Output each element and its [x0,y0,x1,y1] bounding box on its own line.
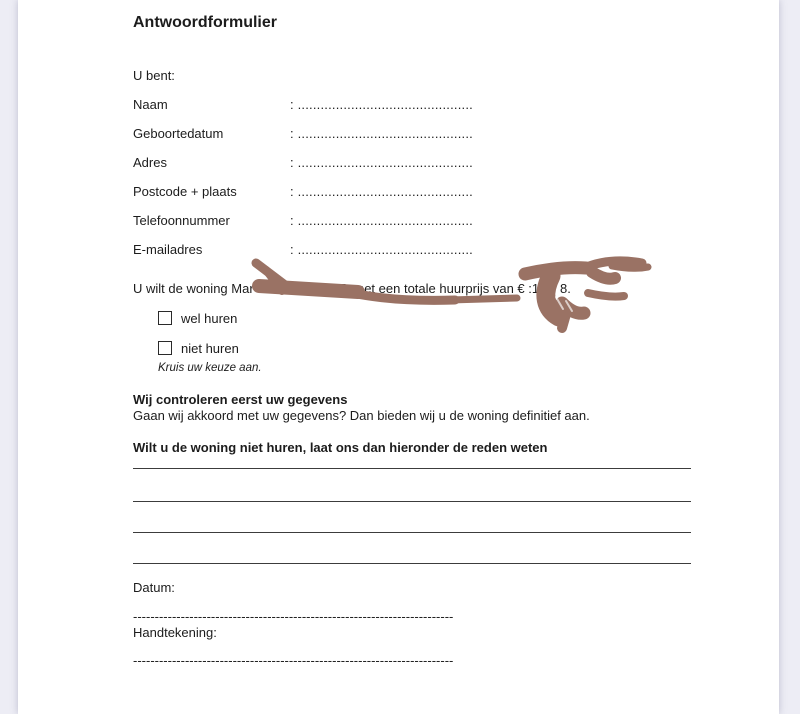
form-field-row [133,155,710,171]
field-dotted-line: : .............................................. [290,155,473,170]
checkbox-label: wel huren [181,310,238,326]
choice-row-niet-huren [158,339,710,357]
reason-heading: Wilt u de woning niet huren, laat ons dan hieronder de reden weten [133,440,548,455]
reason-writing-line [133,468,691,469]
checkbox-niet-huren[interactable] [158,341,172,355]
reason-writing-line [133,563,691,564]
form-field-row [133,126,710,142]
form-page [18,0,779,714]
choice-note: Kruis uw keuze aan. [158,362,262,374]
field-dotted-line: : .............................................. [290,184,473,199]
offer-sentence-middle: tplein 17, met een totale huurprijs van € :1 [297,281,540,296]
field-dotted-line: : .............................................. [290,242,473,257]
form-field-row [133,213,710,229]
field-label-naam: Naam [133,97,168,112]
form-field-row [133,184,710,200]
field-label-geboortedatum: Geboortedatum [133,126,224,141]
field-dotted-line: : .............................................. [290,126,473,141]
date-label: Datum: [133,580,175,595]
field-label-emailadres: E-mailadres [133,242,203,257]
form-field-row [133,97,710,113]
field-label-postcode-plaats: Postcode + plaats [133,184,237,199]
field-dotted-line: : .............................................. [290,213,473,228]
field-label-telefoonnummer: Telefoonnummer [133,213,230,228]
check-text: Gaan wij akkoord met uw gegevens? Dan bieden wij u de woning definitief aan. [133,408,590,423]
field-dotted-line: : .............................................. [290,97,473,112]
intro-label: U bent: [133,68,175,83]
date-dashed-line: -------------------------------------------------------------------------- [133,609,454,624]
page-title: Antwoordformulier [133,14,277,31]
field-label-adres: Adres [133,155,167,170]
check-heading: Wij controleren eerst uw gegevens [133,392,348,407]
signature-label: Handtekening: [133,625,217,640]
checkbox-label: niet huren [181,340,239,356]
form-field-row [133,242,710,258]
offer-sentence-start: U wilt de woning Mar [133,281,254,296]
reason-writing-line [133,501,691,502]
checkbox-wel-huren[interactable] [158,311,172,325]
signature-dashed-line: -------------------------------------------------------------------------- [133,653,454,668]
reason-writing-line [133,532,691,533]
choice-row-wel-huren [158,309,710,327]
offer-sentence-end: 8. [560,281,571,296]
offer-sentence [133,281,710,297]
